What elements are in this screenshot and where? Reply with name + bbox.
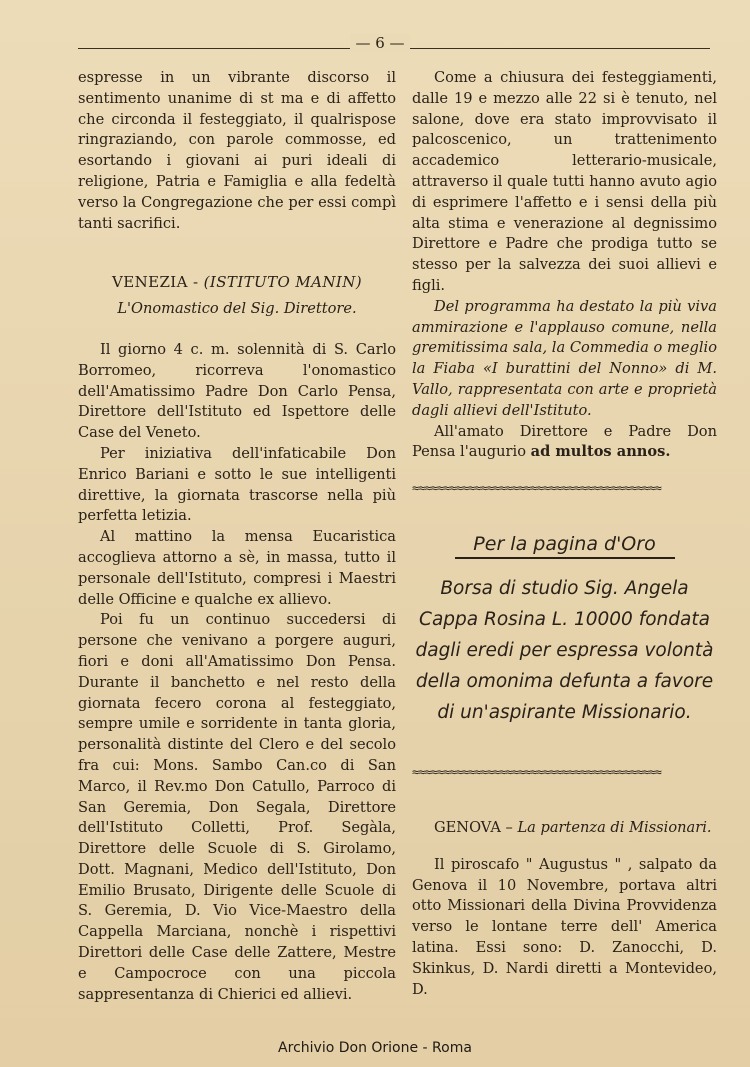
festa-paragraph-2: Del programma ha destato la più viva ammirazione e l'applauso comune, nella gremitissima sala, la Commedia o meglio la Fiaba «I burattini del Nonno» di M. Vallo, rappresentata con arte e proprietà dagli allievi dell'Istituto. [412,297,717,419]
venezia-title-institute: (ISTITUTO MANIN) [203,273,362,292]
right-column [412,68,717,463]
genova-title-place: GENOVA – [434,819,518,836]
genova-paragraph: Il piroscafo " Augustus " , salpato da Genova il 10 Novembre, portava altri otto Missionari della Divina Provvidenza verso le lontane terre dell' America latina. Essi sono: D. Zanocchi, D. Skinkus, D. Nardi diretti a Montevideo, D. [412,855,717,998]
venezia-paragraph-2: Per iniziativa dell'infaticabile Don Enrico Bariani e sotto le sue intelligenti direttive, la giornata trascorse nella più perfetta letizia. [78,444,396,525]
pagina-doro-text: Borsa di studio Sig. Angela Cappa Rosina L. 10000 fondata dagli eredi per espressa volontà della omonima defunta a favore di un'aspirante Missionario. [415,577,714,723]
intro-paragraph: espresse in un vibrante discorso il sentimento unanime di st ma e di affetto che circonda il festeggiato, il qualrispose ringraziando, con parole commosse, ed esortando i giovani ai puri ideali di religione, Patria e Famiglia e alla fedeltà verso la Congregazione che per essi compì tanti sacrifici. [78,69,396,232]
venezia-paragraph-1: Il giorno 4 c. m. solennità di S. Carlo Borromeo, ricorreva l'onomastico dell'Amatissimo Padre Don Carlo Pensa, Direttore dell'Istituto ed Ispettore delle Case del Veneto. [78,340,396,442]
augurio-text: All'amato Direttore e Padre Don Pensa l'augurio [412,422,717,461]
genova-heading [412,818,717,839]
venezia-title-place: VENEZIA - [112,273,204,292]
archive-footer: Archivio Don Orione - Roma [278,1040,472,1056]
pagina-doro-title: Per la pagina d'Oro [473,533,656,555]
pagina-doro-box [412,534,717,728]
venezia-heading [78,272,396,293]
venezia-paragraph-4: Poi fu un continuo succedersi di persone che venivano a porgere auguri, fiori e doni all'Amatissimo Don Pensa. Durante il banchetto e nel resto della giornata fecero corona al festeggiato, sempre umile e sorridente in tanta gloria, personalità distinte del Clero e del secolo fra cui: Mons. Sambo Can.co di San Marco, il Rev.mo Don Catullo, Parroco di San Geremia, Don Segala, Direttore dell'Istituto Colletti, Prof. Segàla, Direttore delle Scuole di S. Girolamo, Dott. Magnani, Medico dell'Istituto, Don Emilio Brusato, Dirigente delle Scuole di S. Geremia, D. Vio Vice-Maestro della Cappella Marciana, nonchè i rispettivi Direttori delle Case delle Zattere, Mestre e Campocroce con una piccola sappresentanza di Chierici ed allievi. [78,611,396,1003]
genova-section [412,818,717,1000]
venezia-subtitle: L'Onomastico del Sig. Direttore. [117,300,357,318]
page-number: — 6 — [350,34,410,52]
ornamental-divider-top: ≈≈≈≈≈≈≈≈≈≈≈≈≈≈≈≈≈≈≈≈≈≈≈≈≈≈≈≈≈≈≈≈≈≈≈≈≈≈≈≈ [412,482,661,494]
left-column [78,68,396,1005]
festa-paragraph-1: Come a chiusura dei festeggiamenti, dalle 19 e mezzo alle 22 si è tenuto, nel salone, dove era stato improvvisato il palcoscenico, un trattenimento accademico letterario-musicale, attraverso il quale tutti hanno avuto agio di esprimere l'affetto e i sensi della più alta stima e venerazione al degnissimo Direttore e Padre che prodiga tutto se stesso per la salvezza dei suoi allievi e figli. [412,69,717,294]
venezia-paragraph-3: Al mattino la mensa Eucaristica accoglieva attorno a sè, in massa, tutto il personale dell'Istituto, compresi i Maestri delle Officine e qualche ex allievo. [78,528,396,608]
augurio-bold: ad multos annos. [530,443,671,461]
ornamental-divider-bottom: ≈≈≈≈≈≈≈≈≈≈≈≈≈≈≈≈≈≈≈≈≈≈≈≈≈≈≈≈≈≈≈≈≈≈≈≈≈≈≈≈ [412,766,661,778]
festa-paragraph-3 [412,422,717,464]
genova-title-rest: La partenza di Missionari. [517,819,712,836]
